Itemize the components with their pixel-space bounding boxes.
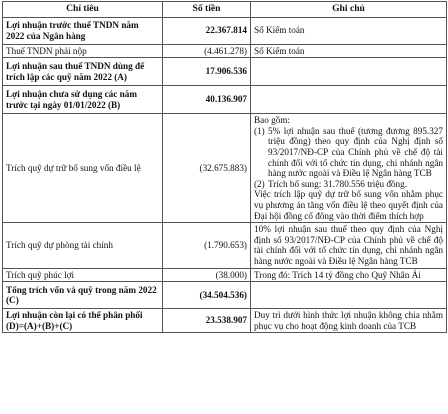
row-amount: (32.675.883) [163,114,251,223]
row-note [251,282,447,309]
table-row [3,268,447,282]
table-row [3,58,447,86]
row-label: Trích quỹ dự trữ bổ sung vốn điều lệ [3,114,163,223]
note-list-item [254,179,443,190]
table-row [3,86,447,114]
table-row [3,17,447,44]
row-note [251,86,447,114]
header-criteria: Chỉ tiêu [3,2,163,18]
header-row [3,2,447,18]
row-amount: (4.461.278) [163,44,251,58]
row-amount: 22.367.814 [163,17,251,44]
row-label: Thuế TNDN phải nộp [3,44,163,58]
row-label: Trích quỹ phúc lợi [3,268,163,282]
note-item-text: Trích bổ sung: 31.780.556 triệu đồng. [268,178,408,189]
header-amount: Số tiền [163,2,251,18]
row-amount: 23.538.907 [163,309,251,333]
table-row [3,114,447,223]
row-note [251,58,447,86]
row-note [251,114,447,223]
row-label: Lợi nhuận sau thuế TNDN dùng để trích lập các quỹ năm 2022 (A) [3,58,163,86]
table-row [3,309,447,333]
row-label: Lợi nhuận chưa sử dụng các năm trước tại ngày 01/01/2022 (B) [3,86,163,114]
note-item-marker: (2) [254,178,265,189]
note-intro: Bao gồm: [254,115,290,126]
note-item-text: 5% lợi nhuận sau thuế (tương đương 895.327 triệu đồng) theo quy định của Nghị định số 93/2017/NĐ-CP của Chính phủ về chế độ tài chính đối với tổ chức tín dụng, chi nhánh ngân hàng nước ngoài và Điều lệ Ngân hàng TCB [268,125,443,179]
note-list-item [254,126,443,179]
row-note: Duy trì dưới hình thức lợi nhuận không chia nhằm phục vụ cho hoạt động kinh doanh của TCB [251,309,447,333]
row-label: Tổng trích vốn và quỹ trong năm 2022 (C) [3,282,163,309]
note-tail: Việc trích lập quỹ dự trữ bổ sung vốn nhằm phục vụ phương án tăng vốn điều lệ theo quyết định của Đại hội đồng cổ đông vào thời điểm thích hợp [254,189,443,221]
table-row [3,223,447,268]
row-amount: 40.136.907 [163,86,251,114]
row-label: Lợi nhuận còn lại có thể phân phối (D)=(A)+(B)+(C) [3,309,163,333]
row-note: 10% lợi nhuận sau thuế theo quy định của Nghị định số 93/2017/NĐ-CP của Chính phủ về chế độ tài chính đối với tổ chức tín dụng, chi nhánh ngân hàng nước ngoài và Điều lệ Ngân hàng TCB [251,223,447,268]
row-amount: (38.000) [163,268,251,282]
row-amount: 17.906.536 [163,58,251,86]
row-amount: (34.504.536) [163,282,251,309]
note-item-marker: (1) [254,125,265,136]
row-label: Trích quỹ dự phòng tài chính [3,223,163,268]
header-notes: Ghi chú [251,2,447,18]
row-amount: (1.790.653) [163,223,251,268]
row-note: Số Kiểm toán [251,44,447,58]
row-note: Trong đó: Trích 14 tỷ đồng cho Quỹ Nhân Ái [251,268,447,282]
table-row [3,282,447,309]
profit-distribution-table [2,1,447,333]
row-note: Số Kiểm toán [251,17,447,44]
row-label: Lợi nhuận trước thuế TNDN năm 2022 của Ngân hàng [3,17,163,44]
table-row [3,44,447,58]
